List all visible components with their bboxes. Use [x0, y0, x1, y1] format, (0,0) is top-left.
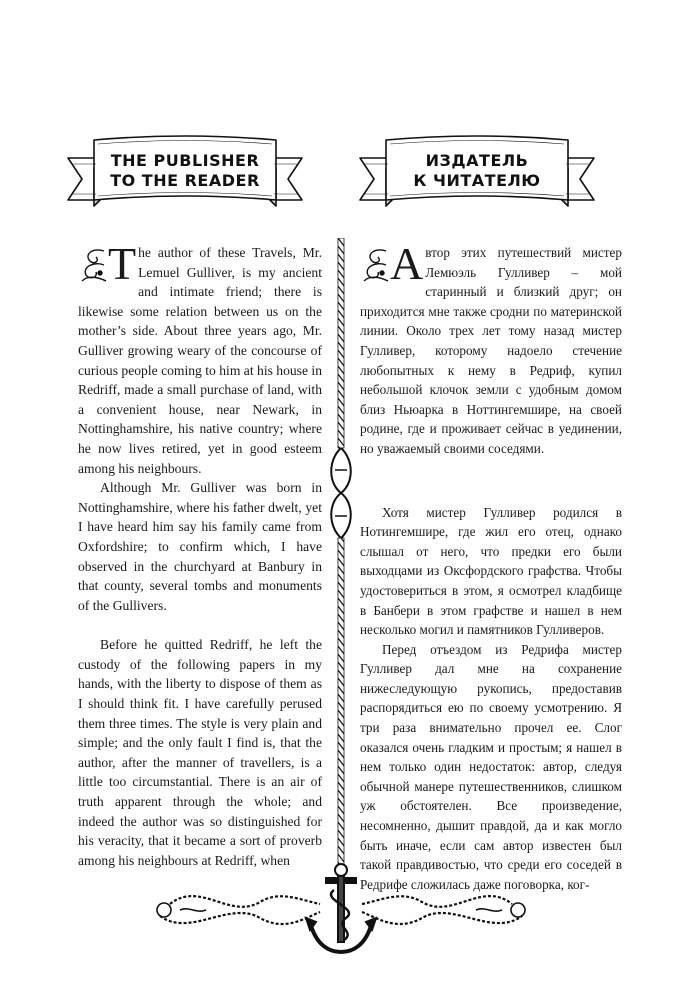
dropcap-block — [360, 238, 424, 289]
banner-publisher — [60, 128, 310, 216]
dropcap-letter: А — [390, 238, 424, 289]
banner-title-en — [100, 151, 270, 191]
rope-divider — [330, 238, 352, 878]
fleuron-ornament-icon — [360, 245, 390, 283]
paragraph-2: Although Mr. Gulliver was born in Nottinghamshire, where his father dwelt, yet I have heard him say his family came from Oxfordshire; to confirm which, I have observed in the churchyard at Banbury in that county, several tombs and monuments of the Gullivers. — [78, 480, 322, 613]
banner-line-1: ИЗДАТЕЛЬ — [425, 151, 529, 170]
paragraph-1 — [78, 238, 322, 478]
banner-title-ru — [392, 151, 562, 191]
russian-text-column — [360, 238, 622, 894]
paragraph-3: Перед отъездом из Редрифа мистер Гулливер дал мне на сохранение нижеследующую рукопись, предоставив распорядиться ею по своему усмотрению. Я три раза внимательно прочел ее. Слог оказался очень гладким и простым; я нашел в нем только один недостаток: автор, следуя обычной манере путешественников, слишком уж обстоятелен. Все произведение, несомненно, дышит правдой, да и как могло быть иначе, если сам автор известен был такой правдивостью, что среди его соседей в Редрифе сложилась даже поговорка, ког- — [360, 641, 622, 892]
fleuron-ornament-icon — [78, 245, 108, 283]
anchor-icon — [306, 864, 376, 952]
paragraph-text: he author of these Travels, Mr. Lemuel Gulliver, is my ancient and intimate friend; there is likewise some relation between us on the mother’s side. About three years ago, Mr. Gulliver growing weary of the concourse of curious people coming to him at his house in Redriff, made a small purchase of land, with a convenient house, near Newark, in Nottinghamshire, his native country; where he now lives retired, yet in good esteem among his neighbours. — [78, 245, 322, 476]
banner-line-2: TO THE READER — [110, 171, 260, 190]
paragraph-text: втор этих путешествий мистер Лемюэль Гулливер – мой старинный и близкий друг; он приходится мне также сродни по материнской линии. Около трех лет тому назад мистер Гулливер, которому надоело стечение любопытных к нему в Редриф, купил небольшой клочок земли с удобным домом близ Ньюарка в Ноттингемшире, на своей родине, где и проживает сейчас в уединении, но уважаемый своими соседями. — [360, 245, 622, 456]
dropcap-block — [78, 238, 137, 289]
english-text-column — [78, 238, 322, 870]
banner-line-1: THE PUBLISHER — [110, 151, 260, 170]
rope-knot-icon — [331, 448, 351, 538]
banner-line-2: К ЧИТАТЕЛЮ — [413, 171, 541, 190]
dropcap-letter: T — [108, 238, 137, 289]
banner-izdatel — [352, 128, 602, 216]
anchor-rope-ornament — [150, 860, 532, 960]
paragraph-3: Before he quitted Redriff, he left the custody of the following papers in my hands, with the liberty to dispose of them as I should think fit. I have carefully perused them three times. The style is very plain and simple; and the only fault I find is, that the author, after the manner of travellers, is a little too circumstantial. There is an air of truth apparent through the whole; and indeed the author was so distinguished for his veracity, that it became a sort of proverb among his neighbours at Redriff, when — [78, 637, 322, 868]
paragraph-1 — [360, 238, 622, 459]
paragraph-2: Хотя мистер Гулливер родился в Нотингемшире, где жил его отец, однако слышал от него, что предки его были выходцами из Оксфордского графства. Чтобы удостовериться в этом, я осмотрел кладбище в Банбери в этом графстве и нашел в нем несколько могил и памятников Гулливеров. — [360, 504, 622, 638]
